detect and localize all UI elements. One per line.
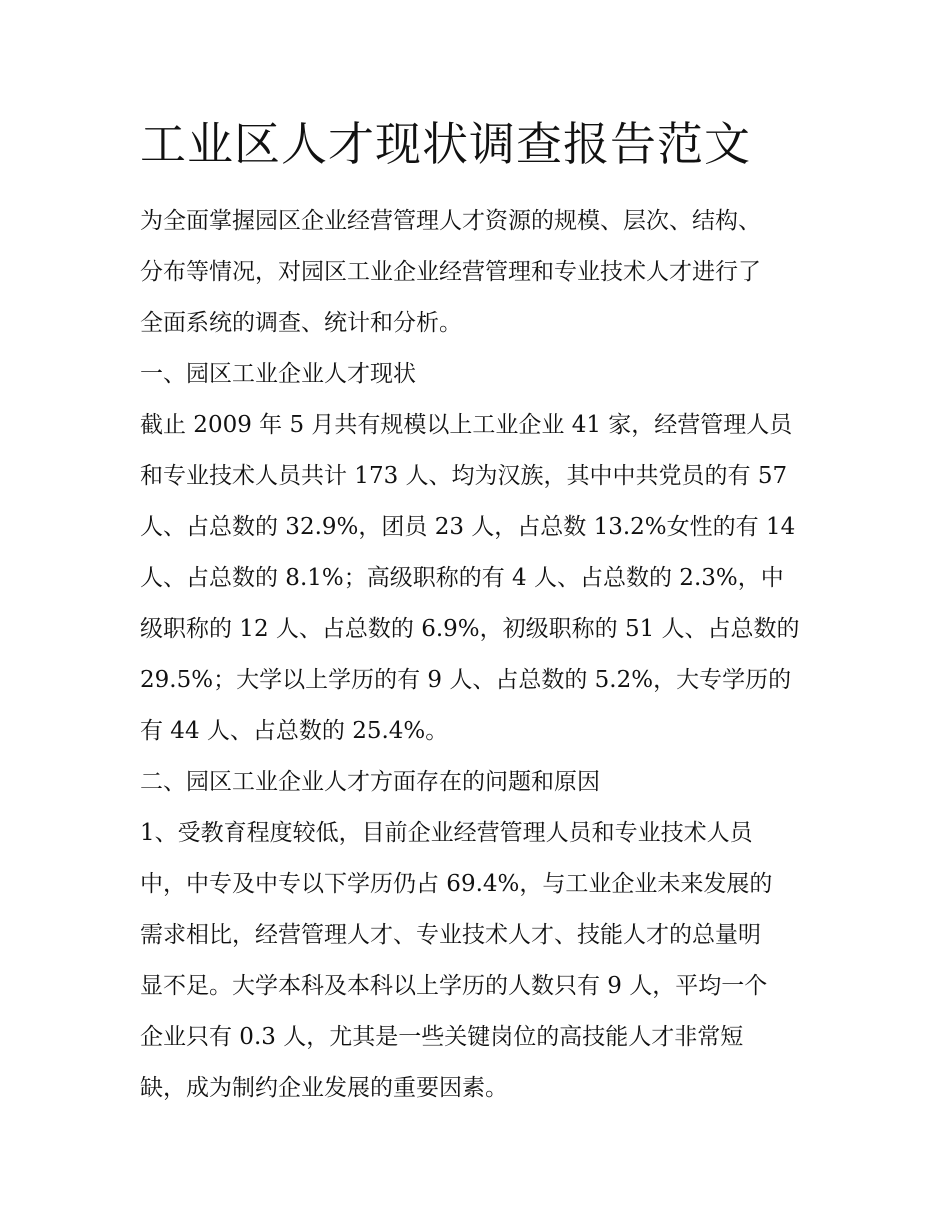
paragraph-line: 1、受教育程度较低，目前企业经营管理人员和专业技术人员 (140, 820, 753, 846)
paragraph-line: 需求相比，经营管理人才、专业技术人才、技能人才的总量明 (140, 922, 761, 948)
section-heading-2: 二、园区工业企业人才方面存在的问题和原因 (140, 769, 600, 795)
paragraph-line: 显不足。大学本科及本科以上学历的人数只有 9 人，平均一个 (140, 973, 768, 999)
paragraph-line: 全面系统的调查、统计和分析。 (140, 310, 462, 336)
paragraph-line: 中，中专及中专以下学历仍占 69.4%，与工业企业未来发展的 (140, 871, 773, 897)
paragraph-line: 和专业技术人员共计 173 人、均为汉族，其中中共党员的有 57 (140, 463, 788, 489)
paragraph-line: 缺，成为制约企业发展的重要因素。 (140, 1075, 508, 1101)
section-heading-1: 一、园区工业企业人才现状 (140, 361, 416, 387)
document-body (140, 196, 820, 1114)
paragraph-line: 人、占总数的 32.9%，团员 23 人，占总数 13.2%女性的有 14 (140, 514, 796, 540)
paragraph-line: 级职称的 12 人、占总数的 6.9%，初级职称的 51 人、占总数的 (140, 616, 800, 642)
paragraph-line: 分布等情况，对园区工业企业经营管理和专业技术人才进行了 (140, 259, 761, 285)
paragraph-line: 企业只有 0.3 人，尤其是一些关键岗位的高技能人才非常短 (140, 1024, 744, 1050)
document-title: 工业区人才现状调查报告范文 (140, 117, 751, 171)
paragraph-line: 29.5%；大学以上学历的有 9 人、占总数的 5.2%，大专学历的 (140, 667, 792, 693)
paragraph-line: 截止 2009 年 5 月共有规模以上工业企业 41 家，经营管理人员 (140, 412, 793, 438)
paragraph-line: 为全面掌握园区企业经营管理人才资源的规模、层次、结构、 (140, 208, 761, 234)
paragraph-line: 有 44 人、占总数的 25.4%。 (140, 718, 449, 744)
paragraph-line: 人、占总数的 8.1%；高级职称的有 4 人、占总数的 2.3%，中 (140, 565, 784, 591)
